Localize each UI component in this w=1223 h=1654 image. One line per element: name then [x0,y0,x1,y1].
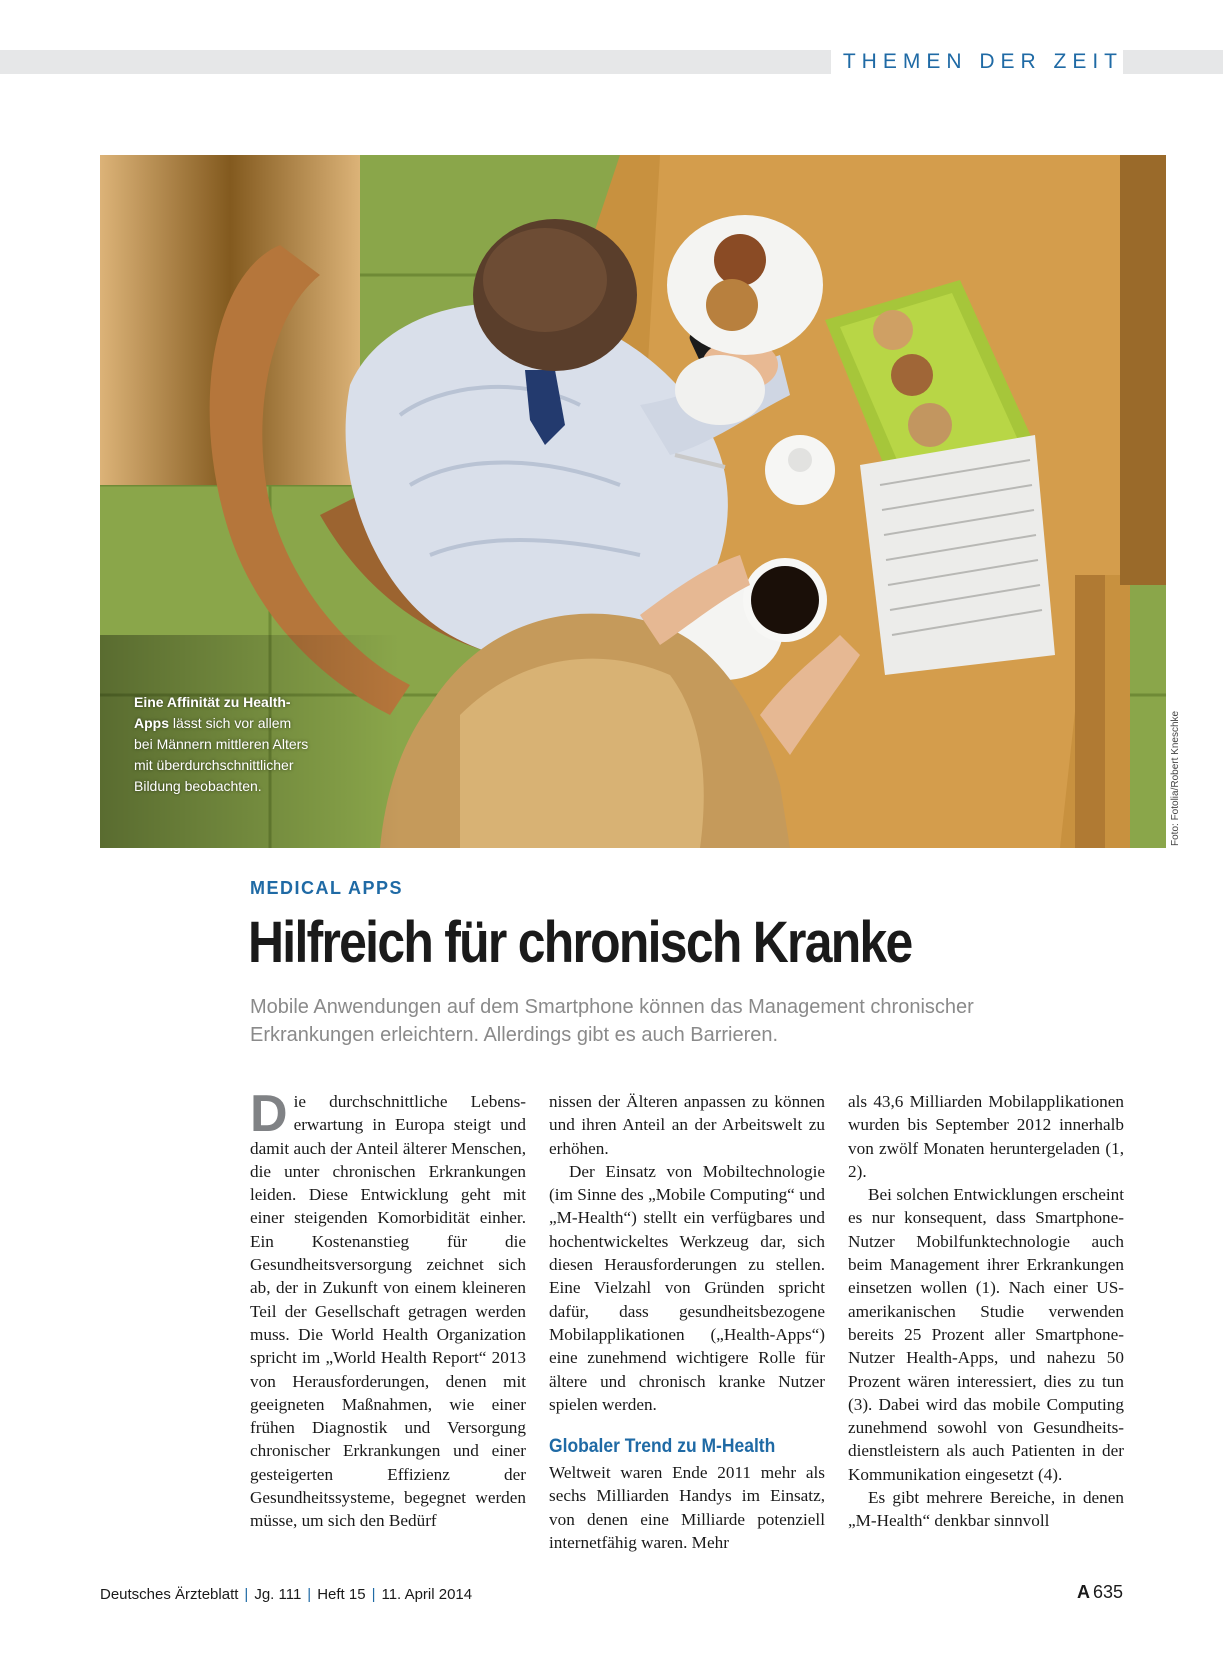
paragraph: Bei solchen Entwicklungen erscheint es nur konsequent, dass Smartphone-Nutzer Mobilfunktechnologie auch beim Management ihrer Erkrankungen einsetzen wollen (1). Nach einer US-amerikanischen Studie verwenden bereits 25 Prozent aller Smartphone-Nutzer Health-Apps, und nahezu 50 Prozent wären interessiert, dies zu tun (3). Dabei wird das mobile Computing zunehmend sowohl von Gesundheitsdienstleistern als auch Patienten in der Kommunikation eingesetzt (4). [848,1185,1124,1484]
paragraph: als 43,6 Milliarden Mobilapplikationen wurden bis September 2012 innerhalb von zwölf Monaten heruntergeladen (1, 2). [848,1092,1124,1181]
footer-separator: | [307,1586,312,1603]
article-standfirst: Mobile Anwendungen auf dem Smartphone können das Management chronischer Erkrankungen erleichtern. Allerdings gibt es auch Barrieren. [250,996,974,1046]
photo-credit: Foto: Fotolia/Robert Kneschke [1170,710,1181,846]
footer-separator: | [371,1586,376,1603]
drop-cap: D [250,1085,288,1143]
page-number [1077,1582,1123,1603]
section-label: THEMEN DER ZEIT [831,48,1123,76]
subheading: Globaler Trend zu M-Health [549,1436,776,1458]
article-kicker: MEDICAL APPS [250,878,404,898]
journal-name: Deutsches Ärzteblatt [100,1586,239,1603]
article-headline: Hilfreich für chronisch Kranke [248,910,912,975]
page-footer [100,1586,472,1603]
journal-volume: Jg. 111 [254,1586,302,1603]
paragraph: ie durchschnittliche Lebenserwartung in Europa steigt und damit auch der Anteil älterer Menschen, die unter chronischen Erkrankungen leiden. Diese Entwicklung geht mit einer steigenden Komorbidität einher. Ein Kostenanstieg für die Gesundheitsversorgung zeichnet sich ab, der in Zukunft von einem kleineren Teil der Gesellschaft getragen werden muss. Die World Health Organization spricht im „World Health Report“ 2013 von Herausforderungen, denen mit geeigneten Maßnahmen, wie einer frühen Diagnostik und Versorgung chronischer Erkrankungen und einer gesteigerten Effizienz der Gesundheitssysteme, begegnet werden müsse, um sich den Bedürf [250,1092,526,1531]
paragraph: Der Einsatz von Mobiltechnologie (im Sinne des „Mobile Computing“ und „M-Health“) stellt ein verfügbares und hochentwickeltes Werkzeug dar, sich diesen Herausforderungen zu stellen. Eine Vielzahl von Gründen spricht dafür, dass gesundheitsbezogene Mobilapplikationen („Health-Apps“) eine zunehmend wichtigere Rolle für ältere und chronisch kranke Nutzer spielen werden. [549,1161,825,1414]
footer-separator: | [244,1586,249,1603]
paragraph: Es gibt mehrere Bereiche, in denen „M-Health“ denkbar sinnvoll [848,1488,1124,1531]
paragraph: Weltweit waren Ende 2011 mehr als sechs Milliarden Handys im Einsatz, von denen eine Milliarde potenziell internetfähig waren. Mehr [549,1463,825,1553]
photo-caption-text: lässt sich vor allem bei Männern mittleren Alters mit überdurchschnittlicher Bildung beobachten. [134,715,309,794]
text-column-3 [848,1090,1124,1533]
paragraph: nissen der Älteren anpassen zu können und ihren Anteil an der Arbeitswelt zu erhöhen. [549,1092,825,1158]
issue-date: 11. April 2014 [381,1586,473,1603]
text-column-1 [250,1085,526,1533]
photo-caption [134,692,309,797]
photo-caption-bold: Eine Affinität zu Health-Apps [134,694,291,731]
journal-issue: Heft 15 [317,1586,366,1603]
page-number-value: 635 [1092,1582,1123,1602]
page-prefix: A [1076,1582,1090,1602]
text-column-2 [549,1090,825,1554]
